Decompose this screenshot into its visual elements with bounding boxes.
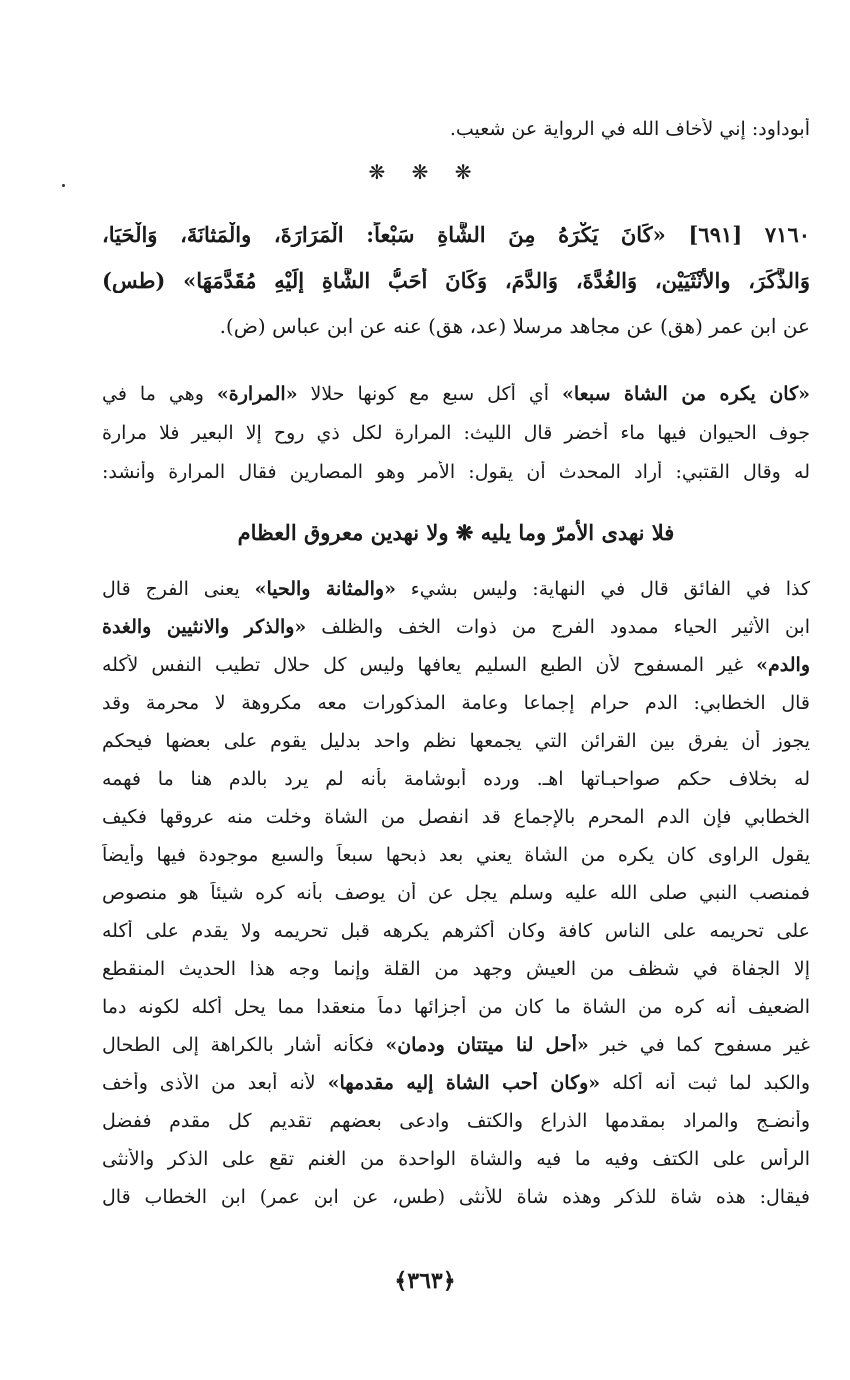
commentary-line-1: «كان يكره من الشاة سبعا» أي أكل سبع مع كونها حلالا «المرارة» وهي ما في xyxy=(102,383,810,405)
body-line-15: وأنضـج والمراد بمقدمها الذراع والكتف وادعى بعضهم تقديم كل مقدم ففضل xyxy=(102,1110,810,1132)
bold-quote: «والمثانة والحيا» xyxy=(254,578,396,600)
body-line-2: ابن الأثير الحياء ممدود الفرج من ذوات الخف والظلف «والذكر والانثيين والغدة xyxy=(102,616,810,638)
body-line-7: الخطابي فإن الدم المحرم بالإجماع قد انفصل من الشاة وخلت منه عروقها فكيف xyxy=(102,806,810,828)
page-number: ﴿٣٦٣﴾ xyxy=(394,1268,456,1294)
bold-quote: والدم» xyxy=(756,654,810,676)
bold-quote: «أحل لنا ميتتان ودمان» xyxy=(385,1034,589,1056)
body-line-4: قال الخطابي: الدم حرام إجماعا وعامة المذكورات معه مكروهة لا محرمة وقد xyxy=(102,692,810,714)
body-line-16: الرأس على الكتف وفيه ما فيه والشاة الواحدة من الغنم تقع على الذكر والأنثى xyxy=(102,1148,810,1170)
body-line-8: يقول الراوى كان يكره من الشاة يعني بعد ذبحها سبعاً والسبع موجودة فيها وأيضاً xyxy=(102,844,810,866)
body-line-6: له بخلاف حكم صواحبـاتها اهـ. ورده أبوشامة بأنه لم يرد بالدم هنا ما فهمه xyxy=(102,768,810,790)
bold-quote: «كان يكره من الشاة سبعا» xyxy=(562,383,810,405)
hadith-source-line: عن ابن عمر (هق) عن مجاهد مرسلا (عد، هق) عنه عن ابن عباس (ض). xyxy=(219,314,810,338)
body-line-14: والكبد لما ثبت أنه أكله «وكان أحب الشاة إليه مقدمها» لأنه أبعد من الأذى وأخف xyxy=(102,1072,810,1094)
hadith-line-2: وَالذَّكَرَ، والأُنْثَيَيْنِ، وَالغُدَّةَ، وَالدَّمَ، وَكَانَ أَحَبُّ الشَّاةِ إِلَيْهِ مُقَدَّمَهَا» (طس) xyxy=(102,268,810,293)
scan-speck xyxy=(62,184,65,187)
body-line-12: الضعيف أنه كره من الشاة ما كان من أجزائها دماً منعقدا مما يحل أكله لكونه دما xyxy=(102,996,810,1018)
body-line-3: والدم» غير المسفوح لأن الطبع السليم يعافها وليس كل حلال تطيب النفس لأكله xyxy=(102,654,810,676)
intro-line: أبوداود: إني لأخاف الله في الرواية عن شعيب. xyxy=(449,118,810,140)
body-line-17: فيقال: هذه شاة للذكر وهذه شاة للأنثى (طس، عن ابن عمر) ابن الخطاب قال xyxy=(102,1186,810,1208)
body-line-13: غير مسفوح كما في خبر «أحل لنا ميتتان ودمان» فكأنه أشار بالكراهة إلى الطحال xyxy=(102,1034,810,1056)
poetry-verse: فلا نهدى الأمرّ وما يليه ❋ ولا نهدين معروق العظام xyxy=(237,520,675,545)
body-line-5: يجوز أن يفرق بين القرائن التي يجمعها نظم واحد بدليل يقوم على بعضها فيحكم xyxy=(102,730,810,752)
commentary-line-2: جوف الحيوان فيها ماء أخضر قال الليث: المرارة لكل ذي روح إلا البعير فلا مرارة xyxy=(102,422,810,444)
body-line-10: على تحريمه على الناس كافة وكان أكثرهم يكرهه قبل تحريمه ولا يقدم على أكله xyxy=(102,920,810,942)
bold-quote: «وكان أحب الشاة إليه مقدمها» xyxy=(327,1072,601,1094)
body-line-9: فمنصب النبي صلى الله عليه وسلم يجل عن أن يوصف بأنه كره شيئاً هو منصوص xyxy=(102,882,810,904)
commentary-line-3: له وقال القتبي: أراد المحدث أن يقول: الأمر وهو المصارين فقال المرارة وأنشد: xyxy=(102,461,810,483)
hadith-line-1: ٧١٦٠ [٦٩١] «كَانَ يَكْرَهُ مِنَ الشَّاةِ سَبْعاً: الْمَرَارَةَ، والْمَثانَةَ، وَالْحَيَا، xyxy=(102,222,810,247)
bold-quote: «المرارة» xyxy=(216,383,298,405)
body-line-11: إلا الجفاة في شظف من العيش وجهد من القلة وإنما وجه هذا الحديث المنقطع xyxy=(102,958,810,980)
bold-quote: «والذكر والانثيين والغدة xyxy=(102,616,307,638)
body-line-1: كذا في الفائق قال في النهاية: وليس بشيء «والمثانة والحيا» يعنى الفرج قال xyxy=(102,578,810,600)
section-separator: ❋ ❋ ❋ xyxy=(368,160,482,184)
